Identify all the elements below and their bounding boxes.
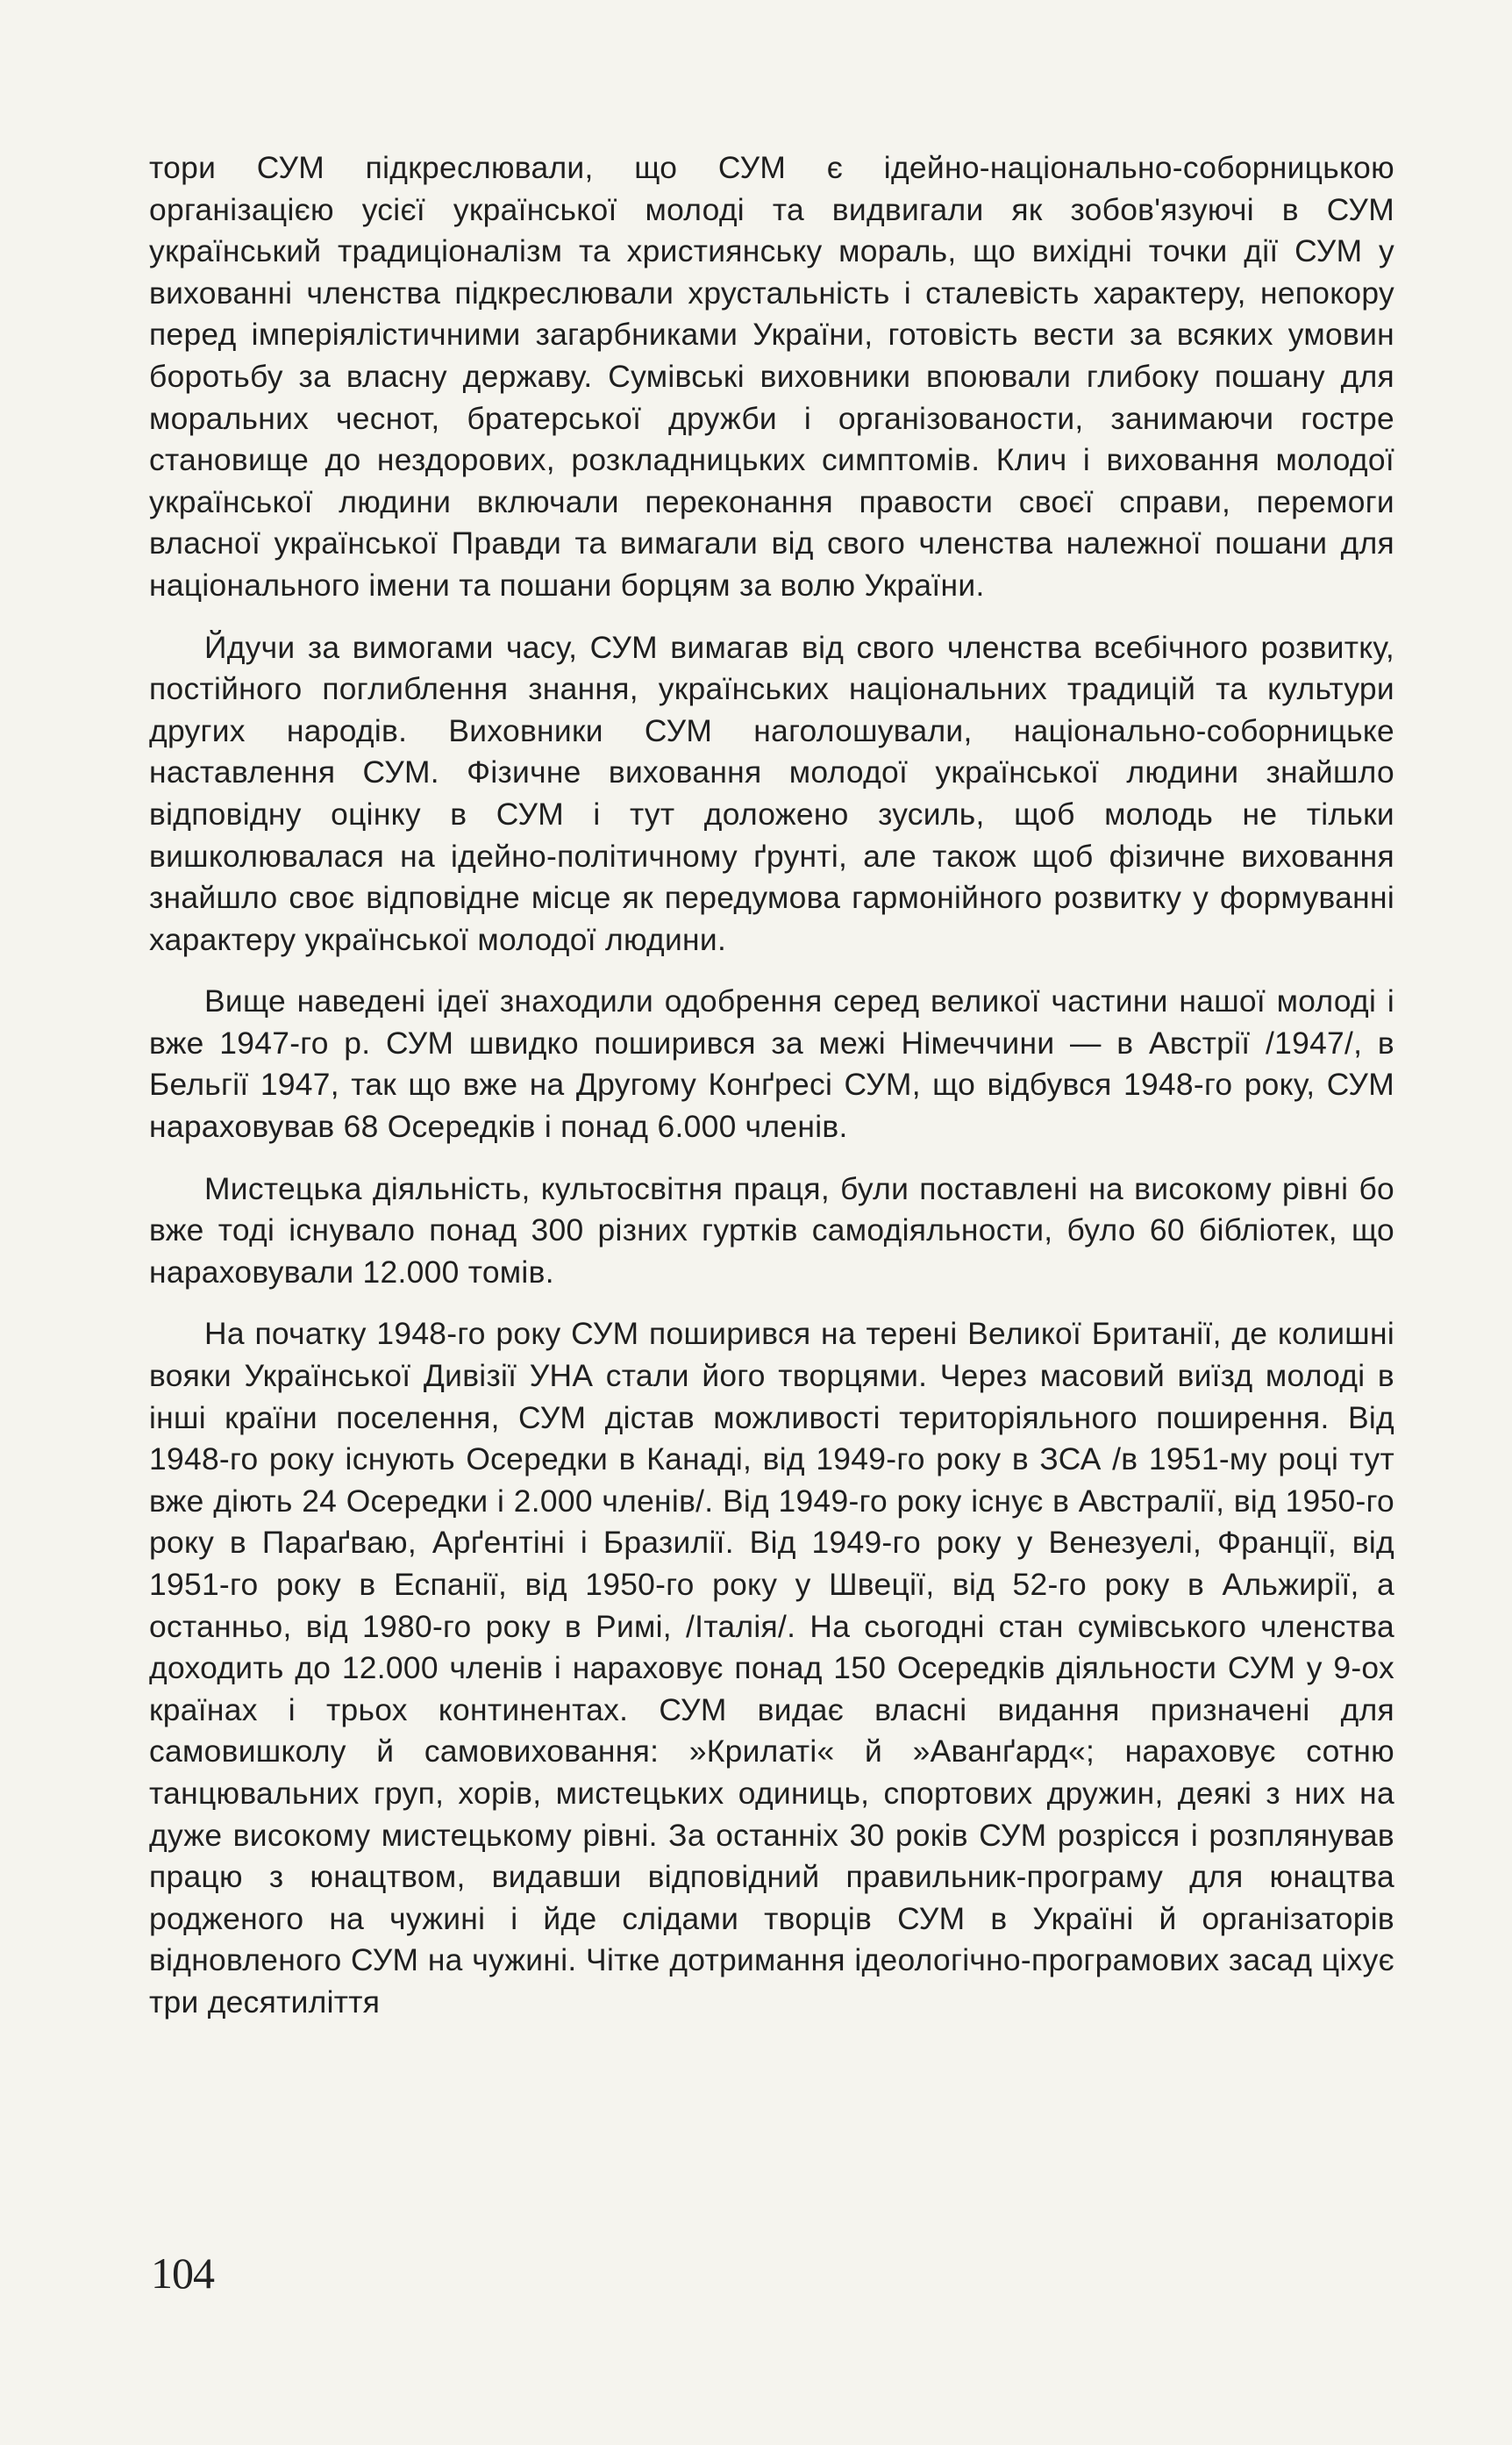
page-number: 104: [151, 2248, 214, 2298]
paragraph-2: Йдучи за вимогами часу, СУМ вимагав від свого членства всебічного розвитку, постійного поглиблення знання, українських національних традицій та культури других народів. Виховники СУМ наголошували, національно-соборницьке наставлення СУМ. Фізичне виховання молодої української людини знайшло відповідну оцінку в СУМ і тут доложено зусиль, щоб молодь не тільки вишколювалася на ідейно-політичному ґрунті, але також щоб фізичне виховання знайшло своє відповідне місце як передумова гармонійного розвитку у формуванні характеру української молодої людини.: [149, 629, 1394, 957]
paragraph-5: На початку 1948-го року СУМ поширився на терені Великої Британії, де колишні вояки Української Дивізії УНА стали його творцями. Через масовий виїзд молоді в інші країни поселення, СУМ дістав можливості територіяльного поширення. Від 1948-го року існують Осередки в Канаді, від 1949-го року в ЗСА /в 1951-му році тут вже діють 24 Осередки і 2.000 членів/. Від 1949-го року існує в Австралії, від 1950-го року в Параґваю, Арґентіні і Бразилії. Від 1949-го року у Венезуелі, Франції, від 1951-го року в Еспанії, від 1950-го року у Швеції, від 52-го року в Альжирії, а останньо, від 1980-го року в Римі, /Італія/. На сьогодні стан сумівського членства доходить до 12.000 членів і нараховує понад 150 Осередків діяльности СУМ у 9-ох країнах і трьох континентах. СУМ видає власні видання призначені для самовишколу й самовиховання: »Крилаті« й »Аванґард«; нараховує сотню танцювальних груп, хорів, мистецьких одиниць, спортових дружин, деякі з них на дуже високому мистецькому рівні. За останніх 30 років СУМ розрісся і розплянував працю з юнацтвом, видавши відповідний правильник-програму для юнацтва родженого на чужині і йде слідами творців СУМ в Україні й організаторів відновленого СУМ на чужині. Чітке дотримання ідеологічно-програмових засад ціхує три десятиліття: [149, 1316, 1394, 2020]
paragraph-4: Мистецька діяльність, культосвітня праця, були поставлені на високому рівні бо вже тоді існувало понад 300 різних гуртків самодіяльности, було 60 бібліотек, що нараховували 12.000 томів.: [149, 1170, 1394, 1290]
paragraph-1: тори СУМ підкреслювали, що СУМ є ідейно-національно-соборницькою організацією усієї української молоді та видвигали як зобов'язуючі в СУМ український традиціоналізм та християнську мораль, що вихідні точки дії СУМ у вихованні членства підкреслювали хрустальність і сталевість характеру, непокору перед імперіялістичними загарбниками України, готовість вести за всяких умовин боротьбу за власну державу. Сумівські виховники впоювали глибоку пошану для моральних чеснот, братерської дружби і організованости, занимаючи гостре становище до нездорових, розкладницьких симптомів. Клич і виховання молодої української людини включали переконання правости своєї справи, перемоги власної української Правди та вимагали від свого членства належної пошани для національного імени та пошани борцям за волю України.: [149, 150, 1394, 603]
paragraph-3: Вище наведені ідеї знаходили одобрення серед великої частини нашої молоді і вже 1947-го р. СУМ швидко поширився за межі Німеччини — в Австрії /1947/, в Бельгії 1947, так що вже на Другому Конґресі СУМ, що відбувся 1948-го року, СУМ нараховував 68 Осередків і понад 6.000 членів.: [149, 983, 1394, 1145]
document-page: [149, 147, 1394, 2044]
